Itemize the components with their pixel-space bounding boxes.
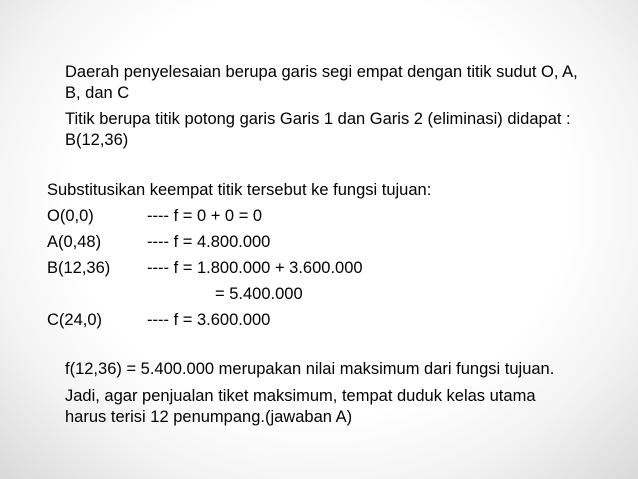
calc-expression: ---- f = 1.800.000 + 3.600.000 bbox=[147, 259, 363, 277]
intro-text-line: Daerah penyelesaian berupa garis segi empat dengan titik sudut O, A, bbox=[65, 63, 578, 81]
point-label: O(0,0) bbox=[47, 207, 94, 225]
intro-text-line: B(12,36) bbox=[65, 131, 129, 149]
conclusion-text-line: harus terisi 12 penumpang.(jawaban A) bbox=[65, 408, 353, 426]
calc-expression: ---- f = 0 + 0 = 0 bbox=[147, 207, 263, 225]
conclusion-text-line: Jadi, agar penjualan tiket maksimum, tempat duduk kelas utama bbox=[65, 387, 536, 405]
point-label: A(0,48) bbox=[47, 233, 102, 251]
calc-expression: ---- f = 4.800.000 bbox=[147, 233, 271, 251]
conclusion-text-line: f(12,36) = 5.400.000 merupakan nilai maksimum dari fungsi tujuan. bbox=[65, 360, 555, 378]
point-label: B(12,36) bbox=[47, 259, 111, 277]
calc-expression: = 5.400.000 bbox=[215, 285, 303, 303]
point-label: C(24,0) bbox=[47, 311, 103, 329]
substitution-heading: Substitusikan keempat titik tersebut ke fungsi tujuan: bbox=[47, 181, 432, 199]
calc-expression: ---- f = 3.600.000 bbox=[147, 311, 271, 329]
intro-text-line: Titik berupa titik potong garis Garis 1 dan Garis 2 (eliminasi) didapat : bbox=[65, 110, 571, 128]
intro-text-line: B, dan C bbox=[65, 84, 130, 102]
